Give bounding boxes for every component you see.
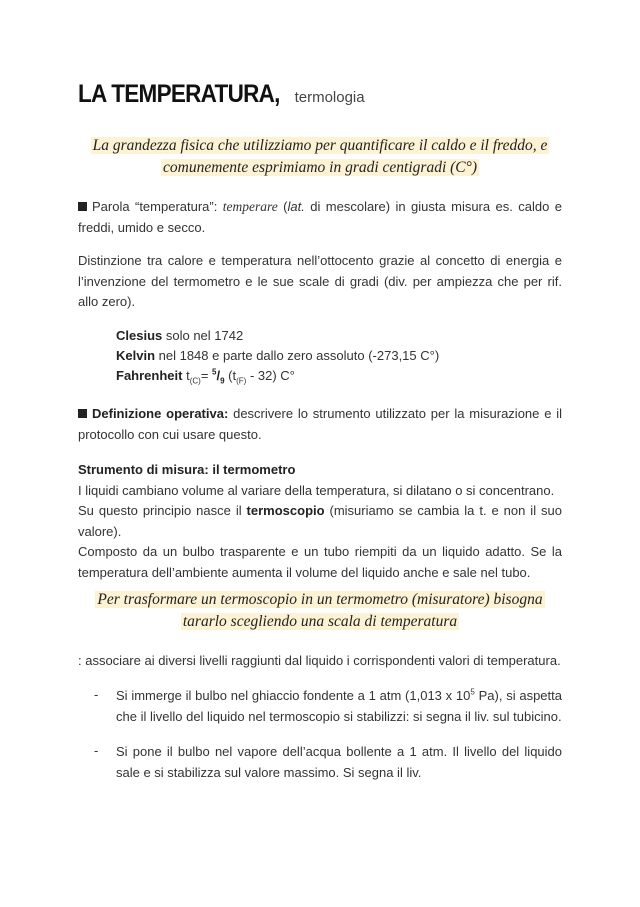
strumento-line3: Composto da un bulbo trasparente e un tubo riempiti da un liquido adatto. Se la temperatura dell’ambiente aumenta il volume del liquido anche e sale nel tubo.: [78, 544, 562, 580]
fahrenheit-sub-c: (C): [189, 376, 201, 386]
parola-lat: lat.: [287, 199, 305, 214]
highlight-definition-text: La grandezza fisica che utilizziamo per quantificare il caldo e il freddo, e comunemente esprimiamo in gradi centigradi (C°): [92, 137, 548, 176]
scale-fahrenheit: [116, 366, 295, 387]
square-bullet-icon: [78, 202, 87, 211]
strumento-termoscopio: termoscopio: [246, 503, 325, 518]
scale-celsius: [116, 326, 243, 347]
scale-celsius-text: solo nel 1742: [162, 328, 244, 343]
page-title: [78, 80, 365, 109]
fahrenheit-rest: - 32) C°: [246, 368, 295, 383]
fahrenheit-open: (t: [224, 368, 237, 383]
scale-kelvin: [116, 346, 439, 367]
title-subtitle: termologia: [294, 89, 365, 106]
parola-term: temperare: [222, 199, 278, 214]
fahrenheit-t: t: [182, 368, 190, 383]
definizione-label: Definizione operativa:: [92, 406, 229, 421]
scale-celsius-name: Clesius: [116, 328, 163, 343]
list-bullet: -: [94, 687, 99, 702]
parola-lead: Parola “temperatura”:: [92, 199, 223, 214]
fahrenheit-frac-num: 5: [212, 367, 217, 377]
highlight-taratura: [78, 589, 562, 633]
parola-paren: (: [277, 199, 288, 214]
highlight-taratura-text: Per trasformare un termoscopio in un termometro (misuratore) bisogna tararlo scegliendo una scala di temperatura: [97, 591, 543, 630]
definizione-text: descrivere lo strumento utilizzato per la misurazione e il protocollo con cui usare questo.: [78, 406, 563, 442]
strumento-line2: [78, 501, 562, 542]
fahrenheit-eq: =: [200, 368, 213, 383]
strumento-line2-pre: Su questo principio nasce il: [78, 503, 247, 518]
list-item-1-sup: 5: [470, 687, 475, 697]
strumento-heading: Strumento di misura: il termometro: [78, 462, 296, 477]
scale-kelvin-name: Kelvin: [116, 348, 156, 363]
fahrenheit-frac-den: 9: [220, 376, 225, 386]
strumento-line1: I liquidi cambiano volume al variare della temperatura, si dilatano o si concentrano.: [78, 482, 555, 498]
paragraph-parola: [78, 197, 562, 238]
strumento-line2-post: (misuriamo se cambia la t. e non il suo valore).: [78, 503, 562, 539]
square-bullet-icon: [78, 409, 87, 418]
paragraph-definizione: [78, 404, 562, 445]
paragraph-associare: : associare ai diversi livelli raggiunti dal liquido i corrispondenti valori di temperatura.: [78, 653, 561, 668]
section-strumento: [78, 460, 562, 583]
list-item-1-post: Pa), si aspetta che il livello del liquido nel termoscopio si stabilizzi: si segna il liv. sul tubicino.: [116, 688, 562, 724]
title-main: LA TEMPERATURA,: [78, 80, 280, 108]
list-bullet: -: [94, 743, 99, 758]
list-item-2: Si pone il bulbo nel vapore dell’acqua bollente a 1 atm. Il livello del liquido sale e si stabilizza sul valore massimo. Si segna il liv.: [116, 744, 562, 780]
fahrenheit-frac-sep: /: [216, 368, 221, 383]
highlight-definition: [78, 135, 562, 179]
list-item-1: [116, 686, 562, 727]
list-item-1-pre: Si immerge il bulbo nel ghiaccio fondente a 1 atm (1,013 x 10: [116, 688, 471, 703]
scale-kelvin-text: nel 1848 e parte dallo zero assoluto (-273,15 C°): [155, 348, 440, 363]
fahrenheit-sub-f: (F): [236, 376, 247, 386]
paragraph-distinzione: Distinzione tra calore e temperatura nell’ottocento grazie al concetto di energia e l’invenzione del termometro e le sue scale di gradi (div. per ampiezza che per rif. allo zero).: [78, 253, 562, 309]
parola-rest: di mescolare) in giusta misura es. caldo e freddi, umido e secco.: [78, 199, 562, 235]
scale-fahrenheit-name: Fahrenheit: [116, 368, 183, 383]
